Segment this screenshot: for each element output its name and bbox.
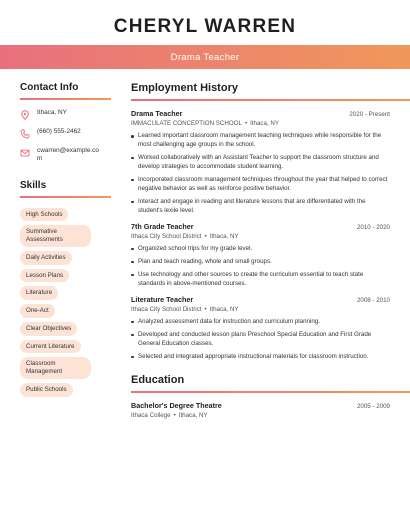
skills-section [20,180,111,397]
skills-heading: Skills [20,179,47,191]
envelope-icon [20,148,30,158]
skill-pill: One-Act [20,304,55,318]
contact-heading: Contact Info [20,82,79,93]
job-title: 7th Grade Teacher [131,221,194,231]
job-bullet: Interact and engage in reading and literature lessons that are differentiated with the student's lexile level. [131,198,389,216]
job-title: Drama Teacher [131,109,183,118]
contact-phone-text: (660) 555-2462 [37,128,81,135]
education-dates: 2005 - 2009 [356,402,390,410]
job-dates: 2020 - Present [349,111,390,118]
degree-title: Bachelor's Degree Theatre [131,400,222,410]
contact-phone [20,128,111,139]
job-bullet: Organized school trips for my grade level. [131,245,389,254]
job-location: Ithaca, NY [209,232,239,240]
skill-pill: Literature [20,286,58,300]
education-section [131,374,410,419]
skill-pill: Classroom Management [20,357,91,379]
job-employer: Ithaca City School District [131,232,202,240]
skill-pill: Public Schools [20,383,73,397]
contact-section [20,82,111,164]
job-dates: 2010 - 2020 [356,223,390,231]
job-entry [131,295,410,362]
job-bullet: Use technology and other sources to create the curriculum essential to teach state standards in above-mentioned courses. [131,271,389,289]
employment-section [131,82,410,362]
job-employer-line [131,306,410,313]
contact-divider [20,98,111,100]
job-bullets [131,132,410,216]
skills-list [20,208,111,397]
separator-dot: • [204,305,207,313]
skill-pill: Daily Activities [20,251,72,265]
separator-dot: • [173,411,176,419]
job-title-banner [0,45,410,69]
contact-location-text: Ithaca, NY [37,109,67,116]
job-bullets [131,318,410,362]
job-employer: IMMACULATE CONCEPTION SCHOOL [131,120,242,127]
school-location: Ithaca, NY [178,411,208,419]
job-employer-line [131,233,410,240]
separator-dot: • [244,120,248,127]
separator-dot: • [204,232,207,240]
job-title-text: Drama Teacher [170,51,240,63]
job-title: Literature Teacher [131,294,194,304]
job-employer-line [131,120,410,127]
job-location: Ithaca, NY [250,120,279,127]
education-school-line [131,412,410,419]
job-entry [131,109,410,216]
school-name: Ithaca College [131,411,171,419]
contact-email [20,147,111,164]
education-entry [131,401,410,419]
skill-pill: High Schools [20,208,68,222]
employment-divider [131,99,410,101]
job-location: Ithaca, NY [209,305,239,313]
contact-email-text[interactable]: cwarren@example.com [37,147,99,163]
contact-location [20,109,111,120]
education-heading: Education [131,373,185,386]
skills-divider [20,196,111,198]
job-bullet: Learned important classroom management teaching techniques while responsible for the most challenging age groups in the school. [131,132,389,150]
education-divider [131,391,410,393]
job-bullet: Selected and integrated appropriate instructional materials for classroom instruction. [131,353,389,362]
skill-pill: Clear Objectives [20,322,77,336]
phone-icon [20,129,30,139]
skill-pill: Lesson Plans [20,269,69,283]
employment-heading: Employment History [131,82,238,94]
job-dates: 2008 - 2010 [356,296,390,304]
left-column [20,82,111,401]
resume-name: CHERYL WARREN [113,16,297,37]
skill-pill: Current Literature [20,340,81,354]
job-employer: Ithaca City School District [131,305,202,313]
job-bullet: Developed and conducted lesson plans Preschool Special Education and First Grade General Education classes. [131,331,389,349]
right-column [131,82,410,419]
job-bullet: Incorporated classroom management techniques throughout the year that helped to correct negative behavior as well as reinforce positive behavior. [131,176,389,194]
job-bullets [131,245,410,289]
job-bullet: Worked collaboratively with an Assistant Teacher to support the classroom structure and develop strategies to accommodate student learning. [131,154,389,172]
location-pin-icon [20,110,30,120]
job-bullet: Plan and teach reading, whole and small groups. [131,258,389,267]
skill-pill: Summative Assessments [20,225,91,247]
job-entry [131,222,410,289]
job-bullet: Analyzed assessment data for instruction and curriculum planning. [131,318,389,327]
